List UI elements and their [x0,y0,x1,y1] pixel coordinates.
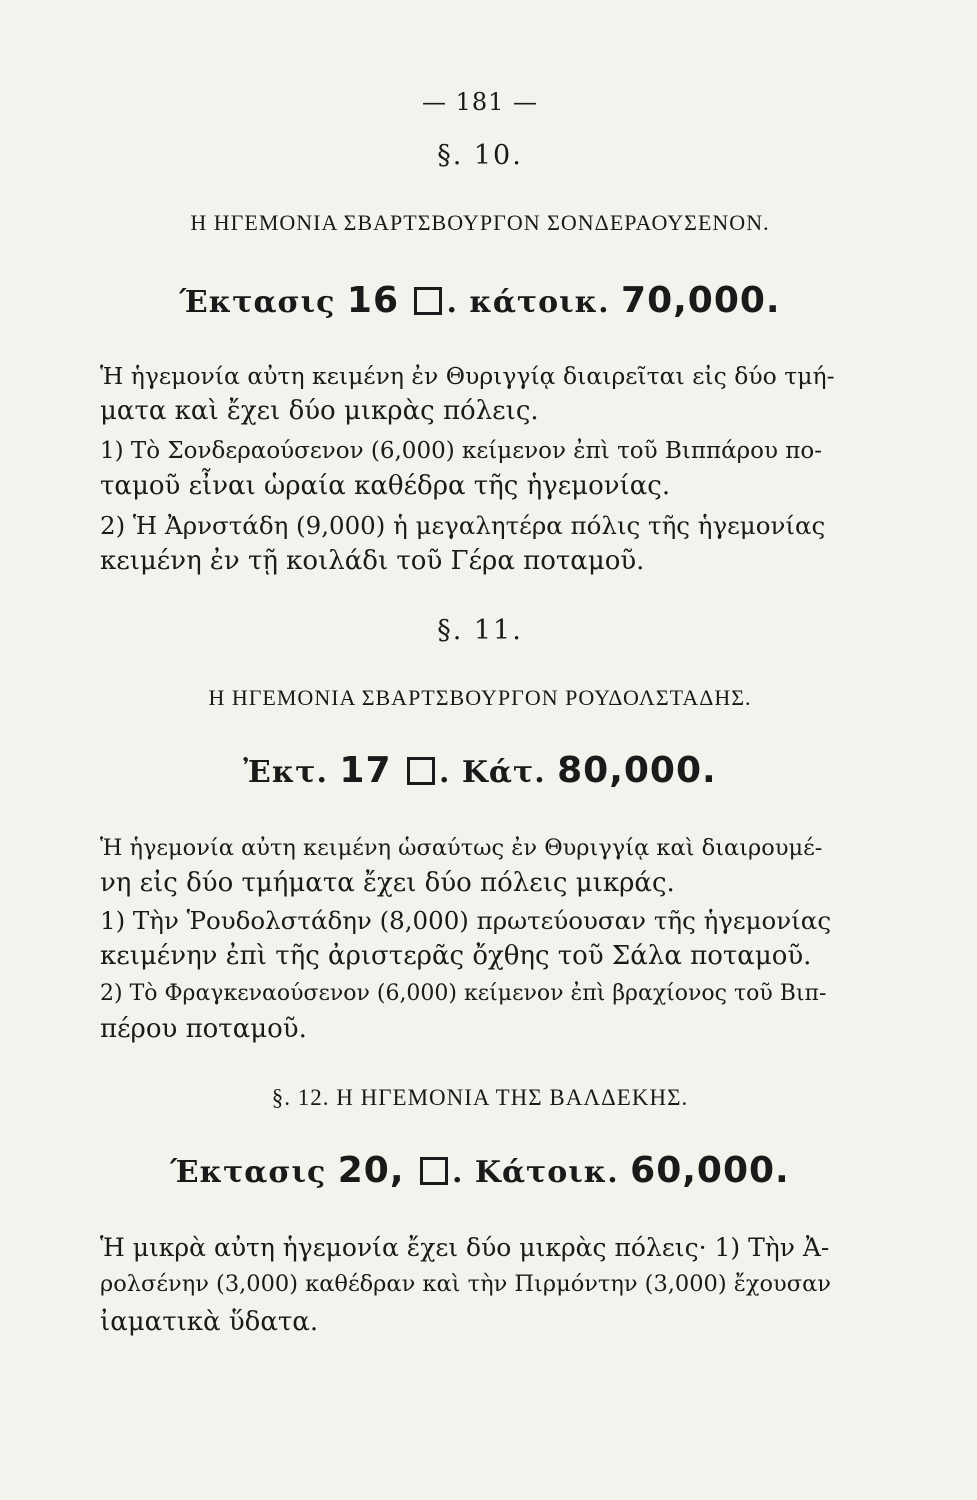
page-number: — 181 — [421,88,539,116]
section-10-line-5: 2) Ἡ Ἀρνστάδη (9,000) ἡ μεγαλητέρα πόλις τῆς ἡγεμονίας [100,511,826,540]
section-11-line-3: 1) Τὴν Ῥουδολστάδην (8,000) πρωτεύουσαν τῆς ἡγεμονίας [100,906,832,935]
population-value: 80,000. [557,750,717,791]
section-10-line-4: ταμοῦ εἶναι ὡραία καθέδρα τῆς ἡγεμονίας. [100,471,671,501]
section-12-line-3: ἰαματικὰ ὕδατα. [100,1307,319,1337]
section-10-line-6: κειμένη ἐν τῇ κοιλάδι τοῦ Γέρα ποταμοῦ. [100,546,645,576]
population-label: Κάτ. [461,755,546,790]
text-line: Ἡ ἡγεμονία αὐτη κειμένη ἐν Θυριγγίᾳ διαιρεῖται εἰς δύο τμή- [100,362,835,390]
section-11-line-1: Ἡ ἡγεμονία αὐτη κειμένη ὡσαύτως ἐν Θυριγγίᾳ καὶ διαιρουμέ- [100,835,823,861]
section-12-line-1: Ἡ μικρὰ αὐτη ἡγεμονία ἔχει δύο μικρὰς πόλεις· 1) Τὴν Ἀ- [100,1233,830,1262]
population-label: κάτοικ. [469,285,610,320]
area-value: 20, [337,1150,405,1191]
section-12-heading: §. 12. Η ΗΓΕΜΟΝΙΑ ΤΗΣ ΒΑΛΔΕΚΗΣ. [271,1085,689,1110]
section-10-number: §. 10. [437,140,523,171]
area-value: 16 [346,280,399,321]
section-12-line-2: ρολσένην (3,000) καθέδραν καὶ τὴν Πιρμόντην (3,000) ἔχουσαν [100,1271,831,1297]
section-12-stats: Έκτασις 20, . Κάτοικ. 60,000. [170,1150,790,1191]
section-11-line-5: 2) Τὸ Φραγκεναούσενον (6,000) κείμενον ἐπὶ βραχίονος τοῦ Βιπ- [100,981,827,1006]
section-11-number: §. 11. [437,615,523,646]
section-11-line-2: νη εἰς δύο τμήματα ἔχει δύο πόλεις μικράς. [100,868,675,898]
section-10-line-2: ματα καὶ ἔχει δύο μικρὰς πόλεις. [100,396,539,426]
section-11-stats: Ἐκτ. 17 . Κάτ. 80,000. [243,750,717,791]
area-value: 17 [339,750,392,791]
square-unit-icon [414,287,442,315]
area-label: Ἐκτ. [243,755,328,790]
section-10-stats: Έκτασις 16 . κάτοικ. 70,000. [179,280,781,321]
population-value: 70,000. [621,280,781,321]
section-11-line-4: κειμένην ἐπὶ τῆς ἀριστερᾶς ὄχθης τοῦ Σάλα ποταμοῦ. [100,941,812,971]
square-unit-icon [407,757,435,785]
area-label: Έκτασις [170,1155,327,1190]
population-label: Κάτοικ. [474,1155,619,1190]
square-unit-icon [420,1157,448,1185]
area-label: Έκτασις [179,285,336,320]
section-10-line-1 [100,360,835,392]
section-10-line-3: 1) Τὸ Σονδεραούσενον (6,000) κείμενον ἐπὶ τοῦ Βιππάρου πο- [100,438,823,464]
section-11-line-6: πέρου ποταμοῦ. [100,1014,307,1044]
population-value: 60,000. [630,1150,790,1191]
section-11-heading: Η ΗΓΕΜΟΝΙΑ ΣΒΑΡΤΣΒΟΥΡΓΟΝ ΡΟΥΔΟΛΣΤΑΔΗΣ. [208,685,752,710]
section-10-heading: Η ΗΓΕΜΟΝΙΑ ΣΒΑΡΤΣΒΟΥΡΓΟΝ ΣΟΝΔΕΡΑΟΥΣΕΝΟΝ. [190,210,770,235]
